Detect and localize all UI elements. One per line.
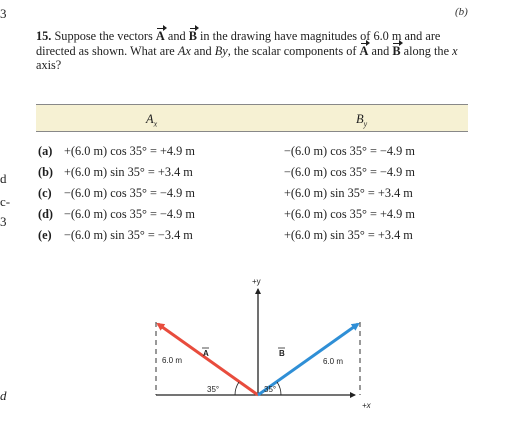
question-part: , the scalar components of [227,43,357,58]
angle-a-arc [235,382,239,395]
angle-b-label: 35° [264,385,277,394]
x-symbol: x [452,43,458,58]
option-label: (b) [38,165,54,179]
question-part: in the drawing have magnitudes of 6.0 m and are directed as shown. What are [36,29,441,58]
question-part: and [371,43,390,58]
question-part: and [193,43,212,58]
margin-number: 3 [0,214,7,229]
question-number: 15. [36,29,52,43]
question-part: Suppose the vectors [54,29,153,43]
margin-number: 3 [0,6,7,21]
vector-a-symbol: A [359,43,369,58]
option-ax-value: +(6.0 m) cos 35° = +4.9 m [64,144,195,158]
vector-a-magnitude: 6.0 m [162,356,183,365]
option-label: (e) [38,228,52,242]
question-part: and [167,29,186,43]
x-axis-label: +x [362,401,371,410]
vector-b-magnitude: 6.0 m [323,357,344,366]
by-symbol: By [214,43,228,58]
vector-b-label: B [279,349,285,358]
option-ax-value: −(6.0 m) sin 35° = −3.4 m [64,228,193,242]
option-ax-value: +(6.0 m) sin 35° = +3.4 m [64,165,193,179]
option-by-value: +(6.0 m) sin 35° = +3.4 m [284,186,413,200]
vector-b-symbol: B [188,29,197,43]
question-part: axis? [36,58,62,73]
option-ax-value: −(6.0 m) cos 35° = −4.9 m [64,207,195,221]
option-label: (d) [38,207,54,221]
y-axis-label: +y [252,277,261,286]
option-label: (a) [38,144,53,158]
angle-b-arc [277,382,281,395]
vector-a-label: A [203,349,209,358]
margin-letter: d [0,388,7,403]
option-label: (c) [38,186,52,200]
option-by-value: −(6.0 m) cos 35° = −4.9 m [284,165,415,179]
option-ax-value: −(6.0 m) cos 35° = −4.9 m [64,186,195,200]
column-header-ax: $A_x$ [146,112,158,129]
vector-a-symbol: A [155,29,165,43]
page-mark: (b) [455,6,468,18]
option-by-value: +(6.0 m) sin 35° = +3.4 m [284,228,413,242]
question-part: along the [403,43,450,58]
option-by-value: −(6.0 m) cos 35° = −4.9 m [284,144,415,158]
angle-a-label: 35° [207,385,220,394]
margin-letter: c- [0,194,11,209]
option-by-value: +(6.0 m) cos 35° = +4.9 m [284,207,415,221]
margin-letter: d [0,171,7,186]
column-header-by: $B_y$ [356,112,368,129]
ax-symbol: Ax [177,43,191,58]
vector-b-symbol: B [392,43,401,58]
